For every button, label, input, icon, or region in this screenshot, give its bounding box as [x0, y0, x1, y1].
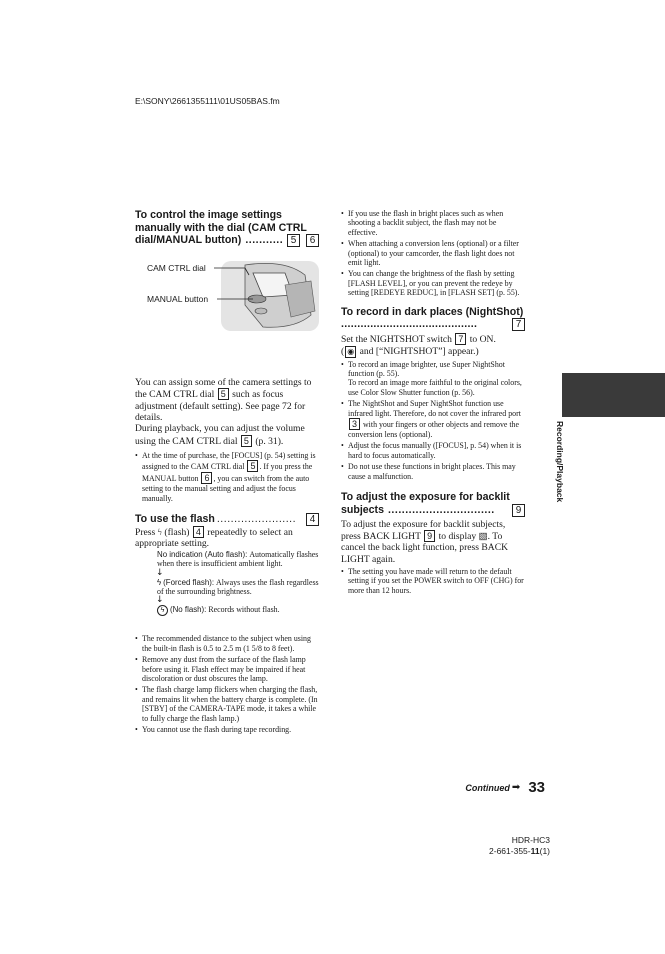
bullet-item: • The setting you have made will return to the default setting if you set the POWER switch to OFF (CHG) for more than 12 hours.	[341, 567, 525, 595]
section-title-backlight: To adjust the exposure for backlit subjects ............................... 9	[341, 491, 525, 517]
ref-box: 5	[241, 435, 252, 447]
section-title-nightshot: To record in dark places (NightShot) .......................................... 7	[341, 305, 524, 331]
ref-box: 9	[424, 530, 435, 542]
right-column	[341, 209, 525, 597]
bullet-item: • At the time of purchase, the [FOCUS] (p. 54) setting is assigned to the CAM CTRL dial 5 . If you press the MANUAL button 6 , you can switch from the auto setting to the manual setting and adjust the focus manually.	[135, 451, 319, 503]
bullet-item: • To record an image brighter, use Super NightShot function (p. 55). To record an image more faithful to the original colors, use Color Slow Shutter function (p. 56).	[341, 360, 525, 398]
ref-box: 5	[247, 460, 258, 472]
ref-box: 6	[306, 234, 319, 247]
model-number: HDR-HC3	[511, 835, 550, 845]
section-tab-label: Recording/Playback	[555, 421, 565, 503]
down-arrow-icon: ↓	[156, 595, 164, 606]
bullet-item: • The flash charge lamp flickers when charging the flash, and remains lit when the battery charge is complete. (In [STBY] of the CAMERA-TAPE mode, it takes a while to fully charge the flash lamp.)	[135, 685, 319, 723]
file-path: E:\SONY\2661355111\01US05BAS.fm	[135, 96, 280, 106]
paragraph: During playback, you can adjust the volume using the CAM CTRL dial 5 (p. 31).	[135, 423, 305, 447]
bullet-item: • You can change the brightness of the flash by setting [FLASH LEVEL], or you can prevent the redeye by setting [REDEYE REDUC], in [FLASH SET] (p. 55).	[341, 269, 525, 297]
down-arrow-icon: ↓	[156, 567, 164, 578]
bullet-item: • You cannot use the flash during tape recording.	[135, 725, 319, 734]
flash-icon: ϟ	[157, 527, 163, 539]
document-code: 2-661-355-11(1)	[489, 846, 550, 856]
no-flash-icon: ϟ	[157, 605, 168, 616]
left-column	[135, 209, 319, 736]
bullet-item: • The recommended distance to the subject when using the built-in flash is 0.5 to 2.5 m (1 5/8 to 8 feet).	[135, 634, 319, 653]
bullet-item: • Remove any dust from the surface of the flash lamp before using it. Flash effect may be impaired if heat discoloration or dust obscures the lamp.	[135, 655, 319, 683]
continued-indicator: Continued ➡ 33	[465, 779, 545, 796]
flash-mode-forced: ϟ (Forced flash): Always uses the flash regardless of the surrounding brightness.	[157, 577, 319, 596]
nightshot-icon: ◉	[345, 346, 356, 358]
bullet-item: • If you use the flash in bright places such as when shooting a backlit subject, the flash may not be effective.	[341, 209, 525, 237]
ref-box: 5	[218, 388, 229, 400]
flash-mode-none: ϟ (No flash): Records without flash.	[135, 605, 319, 616]
flash-mode-auto: No indication (Auto flash): Automatically flashes when there is insufficient ambient light.	[157, 549, 319, 569]
paragraph: Set the NIGHTSHOT switch 7 to ON. ( ◉ and [“NIGHTSHOT”] appear.)	[341, 334, 496, 357]
arrow-right-icon: ➡	[511, 782, 521, 793]
ref-box: 4	[306, 513, 319, 526]
ref-box: 6	[201, 472, 212, 484]
flash-icon: ϟ	[157, 577, 162, 587]
bullet-item: • The NightShot and Super NightShot function use infrared light. Therefore, do not cover the infrared port 3 with your fingers or other objects and remove the conversion lens (optional).	[341, 399, 525, 439]
cam-ctrl-dial-label: CAM CTRL dial	[147, 263, 206, 274]
section-tab	[562, 373, 665, 417]
ref-box: 9	[512, 504, 525, 517]
section-title-cam-ctrl: To control the image settings manually with the dial (CAM CTRL dial/MANUAL button) ........... 5 6	[135, 209, 319, 247]
ref-box: 7	[455, 333, 466, 345]
backlight-icon: ▧	[478, 530, 488, 542]
camcorder-figure	[135, 255, 319, 333]
ref-box: 3	[349, 418, 360, 430]
paragraph: To adjust the exposure for backlit subjects, press BACK LIGHT 9 to display ▧. To cancel the back light function, press BACK LIGHT again.	[341, 518, 509, 565]
manual-button-label: MANUAL button	[147, 294, 209, 305]
ref-box: 5	[287, 234, 300, 247]
ref-box: 7	[512, 318, 525, 331]
bullet-item: • When attaching a conversion lens (optional) or a filter (optional) to your camcorder, the flash light does not emit light.	[341, 239, 525, 267]
bullet-item: • Do not use these functions in bright places. This may cause a malfunction.	[341, 462, 525, 481]
bullet-item: • Adjust the focus manually ([FOCUS], p. 54) when it is hard to focus automatically.	[341, 441, 525, 460]
section-title-flash: To use the flash ....................... 4	[135, 513, 319, 526]
ref-box: 4	[193, 526, 204, 538]
paragraph: Press ϟ (flash) 4 repeatedly to select an appropriate setting.	[135, 527, 293, 550]
paragraph: You can assign some of the camera settings to the CAM CTRL dial 5 such as focus adjustment (default setting). See page 72 for details.	[135, 377, 312, 424]
page-number: 33	[528, 779, 545, 796]
